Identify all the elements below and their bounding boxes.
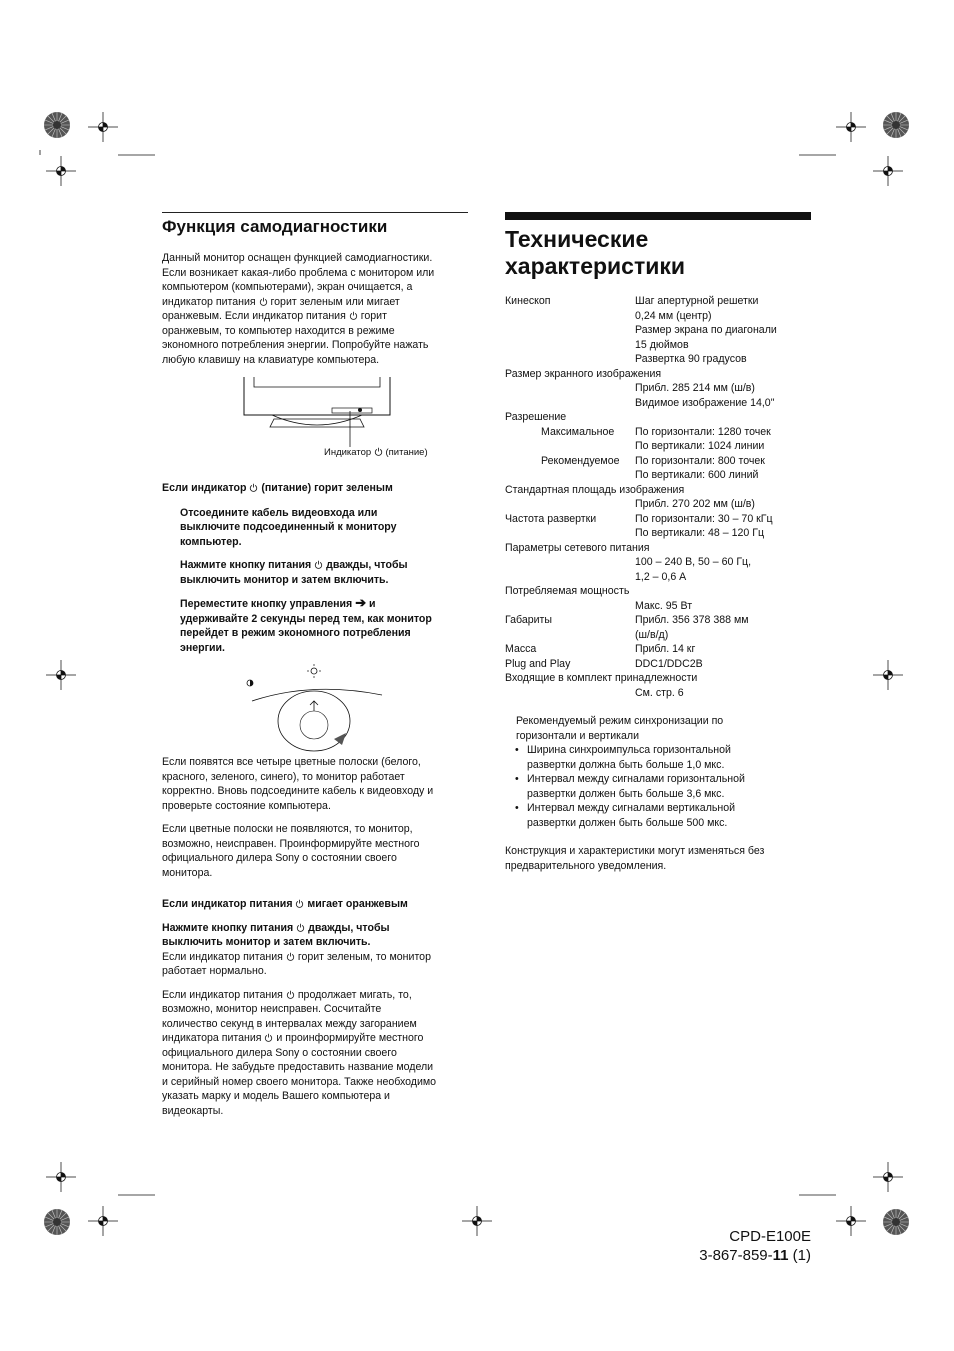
spec-row: Разрешение (505, 411, 567, 423)
subheading-orange: Если индикатор питания мигает оранжевым (162, 898, 408, 910)
control-button-illustration (162, 663, 468, 755)
monitor-drawing (232, 375, 402, 455)
spec-row: Параметры сетевого питания (505, 541, 650, 554)
intro-paragraph: Данный монитор оснащен функцией самодиагностики. Если возникает какая-либо проблема с монитором или компьютером (компьютерами), экран очищается, а индикатор питания горит зеленым или мигает оранжевым. Если индикатор питания горит оранжевым, то компьютер находится в режиме экономного потребления энергии. Попробуйте нажать любую клавишу на клавиатуре компьютера. (162, 252, 435, 366)
registration-mark-icon (873, 660, 903, 690)
spec-row: Потребляемая мощность (505, 585, 630, 597)
specifications-heading: Технические характеристики (505, 212, 811, 280)
self-diagnosis-section (162, 212, 468, 1118)
power-icon (286, 952, 295, 961)
power-icon (259, 297, 268, 306)
change-notice: Конструкция и характеристики могут изменяться без предварительного уведомления. (505, 845, 765, 872)
document-code: 3-867-859-11 (1) (699, 1247, 811, 1264)
model-number: CPD-E100E (729, 1228, 811, 1245)
paragraph-blinking: Если индикатор питания продолжает мигать, то, возможно, монитор неисправен. Сосчитайте количество секунд в интервалах между загоранием индикатора питания и проинформируйте местного официального дилера Sony о состоянии своего монитора. Не забудьте предоставить название модели и серийный номер своего монитора. Также необходимо указать марку и модель Вашего компьютера и видеокарты. (162, 988, 437, 1117)
power-icon (314, 560, 323, 569)
spec-row: Plug and Play DDC1/DDC2B (505, 657, 703, 670)
spec-row: Входящие в комплект принадлежности (505, 672, 698, 684)
control-button-drawing (242, 663, 392, 753)
list-item: • Ширина синхроимпульса горизонтальной развертки должна быть больше 1,0 мкс. (505, 743, 811, 772)
list-item: • Интервал между сигналами вертикальной развертки должен быть больше 500 мкс. (505, 801, 811, 830)
sync-bullet-list (505, 743, 811, 830)
arrow-right-icon: ➔ (355, 595, 367, 610)
spec-row: Максимальное По горизонтали: 1280 точек (541, 425, 771, 438)
registration-mark-icon (46, 156, 76, 186)
sync-recommendation: Рекомендуемый режим синхронизации по горизонтали и вертикали (516, 715, 724, 742)
registration-mark-icon (46, 1162, 76, 1192)
power-icon (296, 923, 305, 932)
power-icon (349, 311, 358, 320)
registration-mark-icon (873, 156, 903, 186)
paragraph-no-bars: Если цветные полоски не появляются, то монитор, возможно, неисправен. Проинформируйте местного официального дилера Sony о состоянии своего монитора. (162, 823, 420, 879)
color-wheel-icon (44, 112, 70, 138)
monitor-illustration (162, 375, 468, 475)
registration-mark-icon (873, 1162, 903, 1192)
list-item: • Интервал между сигналами горизонтальной развертки должен быть больше 3,6 мкс. (505, 772, 811, 801)
step-3: Переместите кнопку управления ➔ и удерживайте 2 секунды перед тем, как монитор перейдет в режим экономного потребления энергии. (180, 595, 432, 654)
spec-row: Стандартная площадь изображения (505, 483, 685, 496)
power-icon (374, 447, 383, 456)
paragraph-bars-appear: Если появятся все четыре цветные полоски (белого, красного, зеленого, синего), то монитор работает корректно. Вновь подсоедините кабель к видеовходу и проверьте состояние компьютера. (162, 756, 434, 812)
color-wheel-icon (44, 1209, 70, 1235)
registration-mark-icon (836, 112, 866, 142)
monitor-caption: Индикатор (питание) (324, 447, 428, 458)
spec-row: Масса Прибл. 14 кг (505, 643, 696, 655)
registration-mark-icon (462, 1206, 492, 1236)
spec-row: Кинескоп Шаг апертурной решетки (505, 295, 759, 307)
spec-row: Габариты Прибл. 356 378 388 мм (505, 614, 749, 626)
step-1: Отсоедините кабель видеовхода или выключите подсоединенный к монитору компьютер. (180, 506, 397, 548)
registration-mark-icon (88, 112, 118, 142)
color-wheel-icon (883, 1209, 909, 1235)
spec-row: Частота развертки По горизонтали: 30 – 70 кГц (505, 512, 773, 525)
power-icon (286, 990, 295, 999)
registration-mark-icon (46, 660, 76, 690)
spec-row: Размер экранного изображения (505, 367, 662, 380)
section-heading: Функция самодиагностики (162, 212, 468, 237)
subheading-green: Если индикатор (питание) горит зеленым (162, 482, 393, 494)
specifications-section (505, 212, 811, 873)
registration-mark-icon (836, 1206, 866, 1236)
registration-mark-icon (88, 1206, 118, 1236)
page-footer (699, 1227, 811, 1265)
color-wheel-icon (883, 112, 909, 138)
spec-row: Рекомендуемое По горизонтали: 800 точек (541, 454, 765, 467)
spec-table: Кинескоп Шаг апертурной решетки 0,24 мм (центр) Размер экрана по диагонали 15 дюймов Развертка 90 градусов Размер экранного изображения Прибл. 285 214 мм (ш/в) Видимое изображение 14,0" Разрешение Максимальное По горизонтали: 1280 точек По вертикали: 1024 линии Рекомендуемое По горизонтали: 800 точек По вертикали: 600 линий Стандартная площадь изображения Прибл. 270 202 мм (ш/в) Частота развертки По горизонтали: 30 – 70 кГц По вертикали: 48 – 120 Гц Параметры сетевого питания 100 – 240 В, 50 – 60 Гц, 1,2 – 0,6 А Потребляемая мощность Макс. 95 Вт Габариты Прибл. 356 378 388 мм (ш/в/д) Масса Прибл. 14 кг Plug and Play DDC1/DDC2B Входящие в комплект принадлежности См. стр. 6 (505, 294, 811, 700)
step-2: Нажмите кнопку питания дважды, чтобы выключить монитор и затем включить. (180, 559, 408, 586)
step-orange: Нажмите кнопку питания дважды, чтобы выключить монитор и затем включить. Если индикатор питания горит зеленым, то монитор работает нормально. (162, 921, 431, 977)
